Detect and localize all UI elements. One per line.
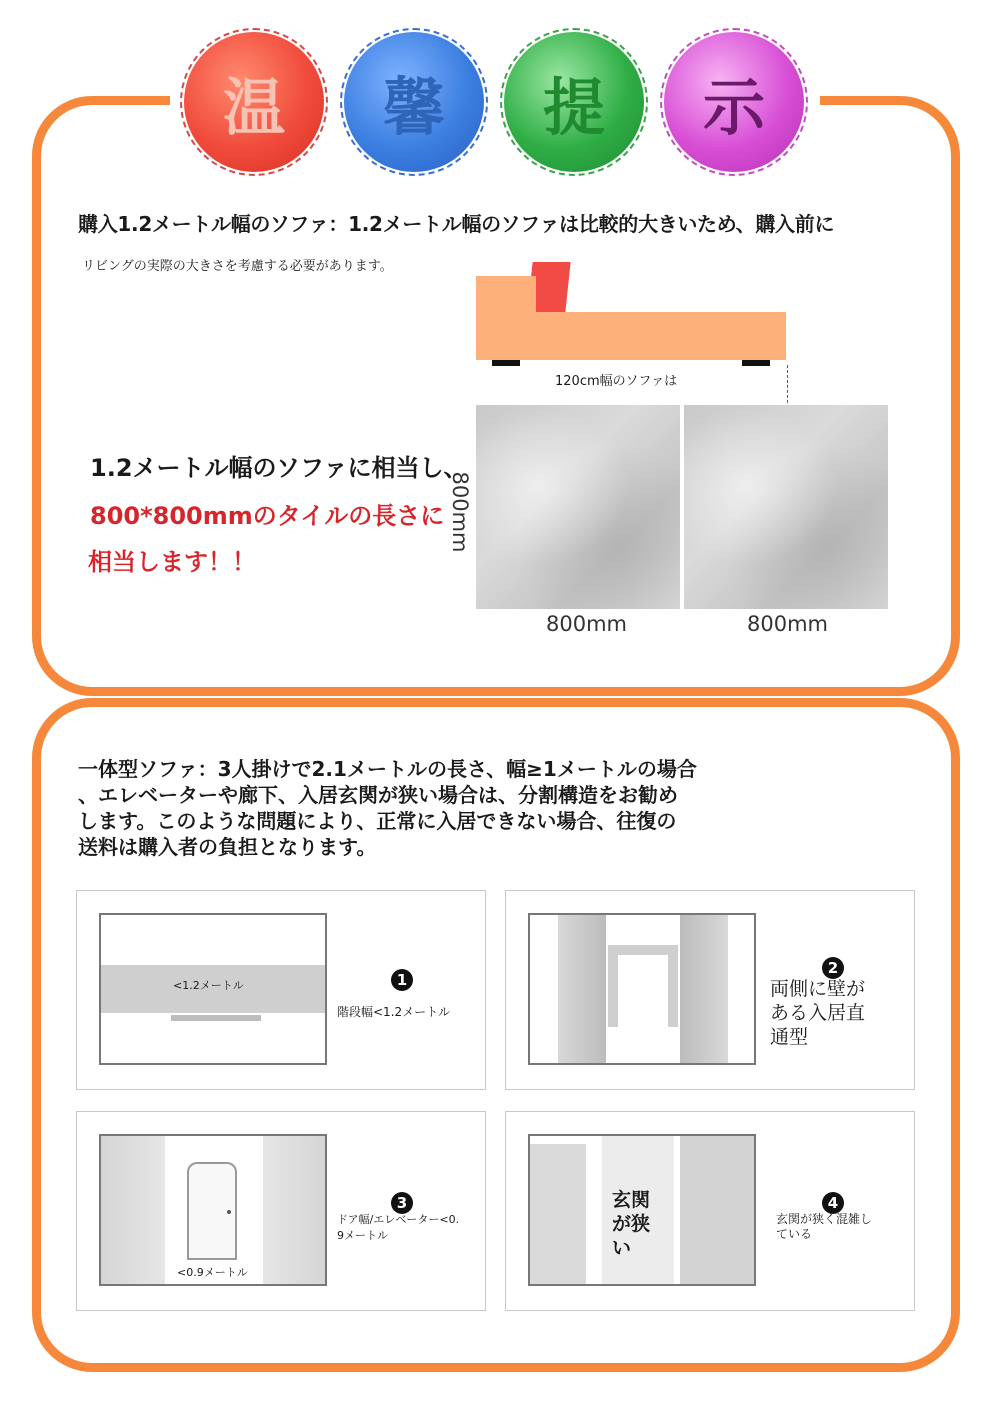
number-badge-2: 2 — [822, 957, 844, 979]
section2-text — [78, 756, 697, 860]
badge-show-char: 示 — [702, 70, 765, 144]
sofa-leg-right — [742, 360, 770, 366]
section2-line-2: 、エレベーターや廊下、入居玄関が狭い場合は、分割構造をお勧め — [78, 783, 678, 807]
stairs-illustration — [99, 913, 327, 1065]
card-entrance-caption-2: ている — [776, 1227, 813, 1241]
card-entrance-caption — [776, 1212, 872, 1242]
equiv-line-2: 800*800mmのタイルの長さに — [90, 502, 445, 530]
entrance-wall-right — [680, 1136, 754, 1284]
door-knob — [227, 1210, 231, 1214]
tile-width-label-left: 800mm — [546, 612, 627, 636]
badge-warm-char: 温 — [222, 70, 285, 144]
card-stairs-caption: 階段幅<1.2メートル — [337, 1005, 451, 1019]
badge-show — [664, 32, 804, 172]
badge-fragrant — [344, 32, 484, 172]
number-badge-3: 3 — [391, 1192, 413, 1214]
corridor-illustration — [528, 913, 756, 1065]
card-stairs — [76, 890, 486, 1090]
door-width-label: <0.9メートル — [177, 1266, 248, 1279]
entrance-illustration — [528, 1134, 756, 1286]
tile-left — [476, 405, 680, 609]
entrance-label — [612, 1188, 650, 1260]
card-corridor-caption-2: ある入居直 — [770, 1002, 866, 1024]
section2-line-4: 送料は購入者の負担となります。 — [78, 835, 377, 859]
equiv-line-3: 相当します！！ — [88, 548, 256, 576]
section1-title: 購入1.2メートル幅のソファ：1.2メートル幅のソファは比較的大きいため、購入前に — [78, 212, 835, 236]
tile-width-label-right: 800mm — [747, 612, 828, 636]
section2-line-3: します。このような問題により、正常に入居できない場合、往復の — [78, 809, 677, 833]
door-wall-right — [263, 1136, 325, 1284]
entrance-label-2: が狭 — [612, 1213, 651, 1235]
entrance-wall-left — [530, 1144, 586, 1284]
tile-right — [684, 405, 888, 609]
door-wall-left — [101, 1136, 165, 1284]
number-badge-1: 1 — [391, 969, 413, 991]
entrance-label-3: い — [612, 1237, 632, 1259]
equiv-line-1: 1.2メートル幅のソファに相当し、 — [90, 454, 468, 482]
badge-hint — [504, 32, 644, 172]
badge-warm — [184, 32, 324, 172]
stairs-width-label: <1.2メートル — [173, 979, 244, 992]
card-entrance — [505, 1111, 915, 1311]
badge-fragrant-char: 馨 — [382, 70, 445, 144]
number-badge-4: 4 — [822, 1192, 844, 1214]
corridor-wall-right — [680, 915, 728, 1065]
sofa-leg-left — [492, 360, 520, 366]
entrance-label-1: 玄関 — [612, 1189, 651, 1211]
door-illustration — [99, 1134, 327, 1286]
section1-subtitle: リビングの実際の大きさを考慮する必要があります。 — [82, 259, 393, 274]
card-door-caption — [337, 1212, 459, 1244]
stairs-step — [171, 1015, 261, 1021]
card-door-caption-1: ドア幅/エレベーター<0. — [337, 1213, 460, 1226]
card-entrance-caption-1: 玄関が狭く混雑し — [776, 1212, 873, 1226]
sofa-caption: 120cm幅のソファは — [555, 374, 678, 389]
card-corridor-caption — [770, 977, 865, 1049]
card-door-caption-2: 9メートル — [337, 1229, 388, 1242]
card-corridor — [505, 890, 915, 1090]
sofa-seat — [476, 312, 786, 360]
corridor-doorway — [608, 945, 678, 1027]
tile-height-label: 800mm — [448, 471, 472, 553]
card-corridor-caption-1: 両側に壁が — [770, 978, 866, 1000]
card-door — [76, 1111, 486, 1311]
badge-hint-char: 提 — [542, 70, 605, 144]
card-corridor-caption-3: 通型 — [770, 1026, 809, 1048]
section2-line-1: 一体型ソファ：3人掛けで2.1メートルの長さ、幅≥1メートルの場合 — [78, 757, 697, 781]
corridor-wall-left — [558, 915, 606, 1065]
